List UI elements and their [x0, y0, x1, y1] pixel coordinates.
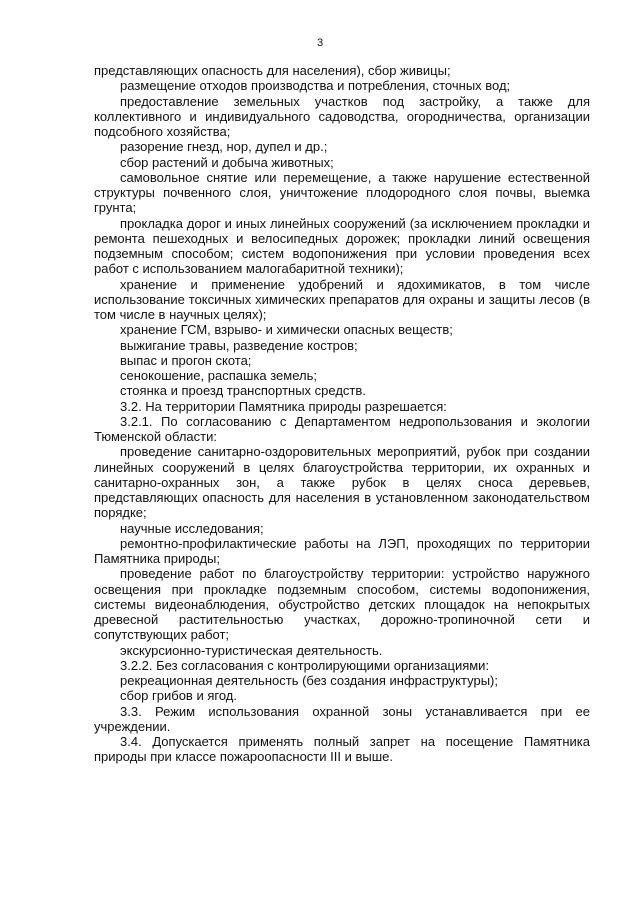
paragraph: самовольное снятие или перемещение, а также нарушение естественной структуры почвенного слоя, уничтожение плодородного слоя почвы, выемка грунта; — [94, 169, 590, 216]
paragraph: сбор растений и добыча животных; — [120, 154, 334, 170]
paragraph: сенокошение, распашка земель; — [120, 368, 317, 383]
paragraph: 3.2.2. Без согласования с контролирующими организациями: — [120, 657, 490, 673]
paragraph: экскурсионно-туристическая деятельность. — [120, 642, 383, 658]
document-body — [94, 63, 590, 765]
paragraph: сбор грибов и ягод. — [120, 688, 237, 704]
paragraph: научные исследования; — [120, 520, 264, 536]
paragraph: стоянка и проезд транспортных средств. — [120, 383, 366, 399]
paragraph: рекреационная деятельность (без создания инфраструктуры); — [120, 673, 498, 688]
page-number: 3 — [316, 37, 324, 49]
paragraph: проведение санитарно-оздоровительных мероприятий, рубок при создании линейных сооружений в целях благоустройства территории, их охранных и санитарно-охранных зон, а также рубок в целях сноса деревьев, представляющих опасность для населения в установленном законодательством порядке; — [94, 444, 590, 521]
paragraph: 3.3. Режим использования охранной зоны устанавливается при ее учреждении. — [94, 703, 590, 734]
paragraph: размещение отходов производства и потребления, сточных вод; — [120, 78, 511, 94]
paragraph: предоставление земельных участков под застройку, а также для коллективного и индивидуального садоводства, огородничества, организации подсобного хозяйства; — [94, 93, 590, 139]
paragraph: ремонтно-профилактические работы на ЛЭП, проходящих по территории Памятника природы; — [94, 535, 590, 566]
paragraph: представляющих опасность для населения), сбор живицы; — [94, 63, 451, 78]
paragraph: хранение и применение удобрений и ядохимикатов, в том числе использование токсичных химических препаратов для охраны и защиты лесов (в том числе в научных целях); — [94, 276, 590, 322]
paragraph: 3.2. На территории Памятника природы разрешается: — [120, 398, 447, 414]
paragraph: разорение гнезд, нор, дупел и др.; — [120, 139, 328, 155]
paragraph: 3.4. Допускается применять полный запрет на посещение Памятника природы при классе пожароопасности III и выше. — [94, 734, 590, 765]
paragraph: выжигание травы, разведение костров; — [120, 337, 358, 353]
paragraph: прокладка дорог и иных линейных сооружений (за исключением прокладки и ремонта пешеходных и велосипедных дорожек; прокладки линий освещения подземным способом; систем водопонижения при условии проведения всех работ с использованием малогабаритной техники); — [94, 215, 590, 277]
paragraph: выпас и прогон скота; — [120, 352, 252, 368]
paragraph: 3.2.1. По согласованию с Департаментом недропользования и экологии Тюменской области: — [94, 413, 590, 444]
paragraph: хранение ГСМ, взрыво- и химически опасных веществ; — [120, 322, 453, 338]
paragraph: проведение работ по благоустройству территории: устройство наружного освещения при прокладке подземным способом, системы водопонижения, системы видеонаблюдения, обустройство детских площадок на непокрытых древесной растительностью участках, дорожно-тропиночной сети и сопутствующих работ; — [94, 566, 590, 643]
